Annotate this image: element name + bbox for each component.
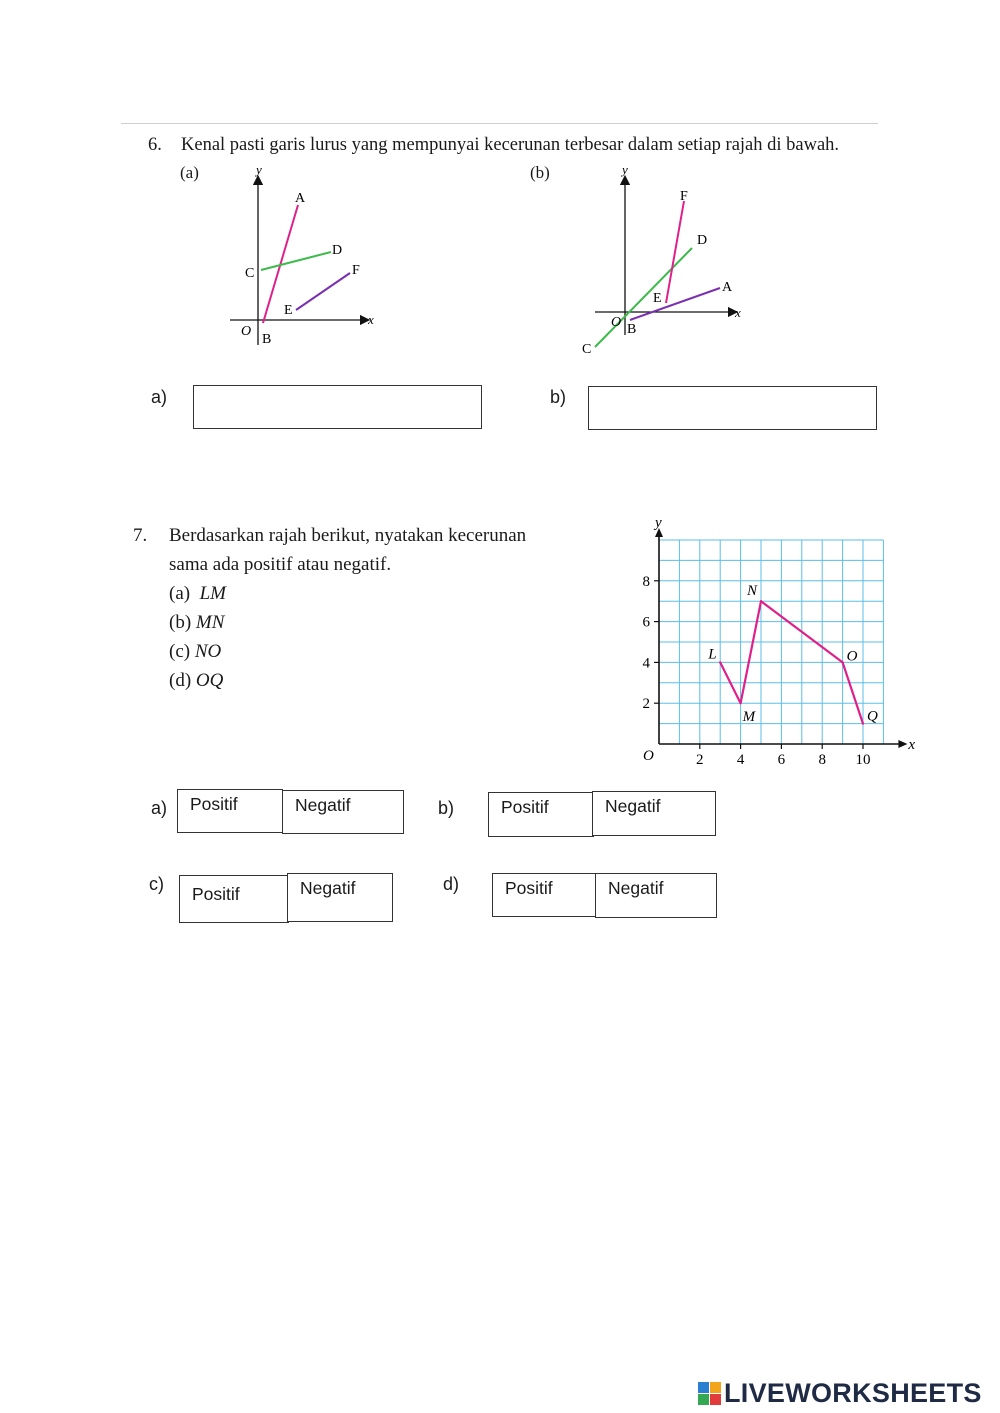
answer-7b-negative[interactable]: Negatif (592, 791, 716, 836)
top-divider (121, 123, 878, 124)
point-c-label: C (582, 342, 592, 357)
answer-7d-positive[interactable]: Positif (492, 873, 597, 917)
x-tick-label: 10 (855, 752, 871, 768)
point-label-o: O (846, 648, 858, 665)
segment: MN (195, 612, 225, 633)
x-axis-arrow (898, 740, 907, 748)
q7-graph (638, 515, 916, 773)
answer-b-input[interactable] (588, 386, 877, 430)
x-tick-label: 4 (736, 752, 745, 768)
question-number: 7. (133, 525, 148, 546)
question-7-prompt (133, 521, 526, 695)
answer-7a-positive[interactable]: Positif (177, 789, 283, 833)
point-label-m: M (742, 709, 756, 726)
line-cd (595, 248, 692, 347)
point-e-label: E (284, 303, 293, 318)
part-b (133, 608, 526, 637)
x-axis-label: x (735, 305, 741, 320)
answer-7a-label: a) (151, 798, 168, 818)
liveworksheets-icon (698, 1382, 722, 1406)
point-d-label: D (332, 243, 343, 258)
x-tick-label: 8 (818, 752, 826, 768)
question-text: Kenal pasti garis lurus yang mempunyai kecerunan terbesar dalam setiap rajah di bawah. (181, 135, 840, 155)
question-line-2: sama ada positif atau negatif. (169, 554, 392, 575)
point-label-l: L (708, 646, 717, 663)
point-n (760, 600, 762, 602)
question-6-prompt (148, 135, 839, 156)
question-line-1: Berdasarkan rajah berikut, nyatakan kecerunan (169, 525, 527, 546)
answer-a-input[interactable] (193, 385, 482, 429)
point-d-label: D (697, 233, 708, 248)
segment: LM (199, 583, 226, 604)
diagram-a-label: (a) (180, 163, 199, 182)
answer-7b-positive[interactable]: Positif (488, 792, 594, 837)
answer-a-label: a) (151, 387, 168, 407)
part-c (133, 637, 526, 666)
y-axis-label: y (256, 162, 262, 177)
diagram-b (578, 160, 758, 360)
origin-label: O (643, 748, 654, 764)
part-label: (b) (169, 612, 192, 633)
part-a (133, 579, 526, 608)
answer-7c-positive[interactable]: Positif (179, 875, 289, 923)
point-f-label: F (352, 263, 360, 278)
part-d (133, 666, 526, 695)
point-q (862, 722, 864, 724)
y-axis-label: y (622, 162, 628, 177)
brand-name: LIVEWORKSHEETS (724, 1378, 982, 1408)
point-l (719, 661, 721, 663)
answer-7c-label: c) (149, 874, 164, 894)
segment: NO (194, 641, 222, 662)
answer-7d-label: d) (443, 874, 460, 894)
y-tick-label: 2 (642, 696, 650, 713)
x-tick-label: 2 (696, 752, 704, 768)
answer-7c-negative[interactable]: Negatif (287, 873, 393, 922)
line-cd (261, 252, 331, 270)
liveworksheets-logo (698, 1378, 982, 1409)
point-b-label: B (627, 322, 637, 337)
point-label-q: Q (867, 708, 878, 725)
y-tick-label: 8 (642, 573, 650, 590)
line-ef (296, 273, 350, 310)
point-b-label: B (262, 332, 272, 347)
answer-b-label: b) (550, 387, 567, 407)
part-label: (a) (169, 583, 191, 604)
point-f-label: F (680, 189, 688, 204)
origin-label: O (611, 315, 622, 330)
point-o (841, 661, 843, 663)
point-m (739, 702, 741, 704)
diagram-a (230, 160, 390, 350)
line-ba (630, 288, 720, 320)
x-axis-label: x (368, 312, 374, 327)
y-axis-label: y (655, 515, 662, 531)
part-label: (c) (169, 641, 191, 662)
origin-label: O (241, 324, 252, 339)
y-tick-label: 6 (642, 614, 650, 631)
point-c-label: C (245, 266, 255, 281)
point-a-label: A (722, 280, 733, 295)
diagram-b-label: (b) (530, 163, 550, 182)
answer-7b-label: b) (438, 798, 455, 818)
y-tick-label: 4 (642, 655, 650, 672)
x-axis-label: x (908, 737, 916, 753)
part-label: (d) (169, 670, 192, 691)
segment: OQ (195, 670, 224, 691)
question-number: 6. (148, 135, 162, 155)
point-a-label: A (295, 191, 306, 206)
answer-7a-negative[interactable]: Negatif (282, 790, 404, 834)
point-label-n: N (747, 583, 758, 600)
line-ef (666, 201, 684, 303)
answer-7d-negative[interactable]: Negatif (595, 873, 717, 918)
point-e-label: E (653, 291, 662, 306)
x-tick-label: 6 (777, 752, 786, 768)
